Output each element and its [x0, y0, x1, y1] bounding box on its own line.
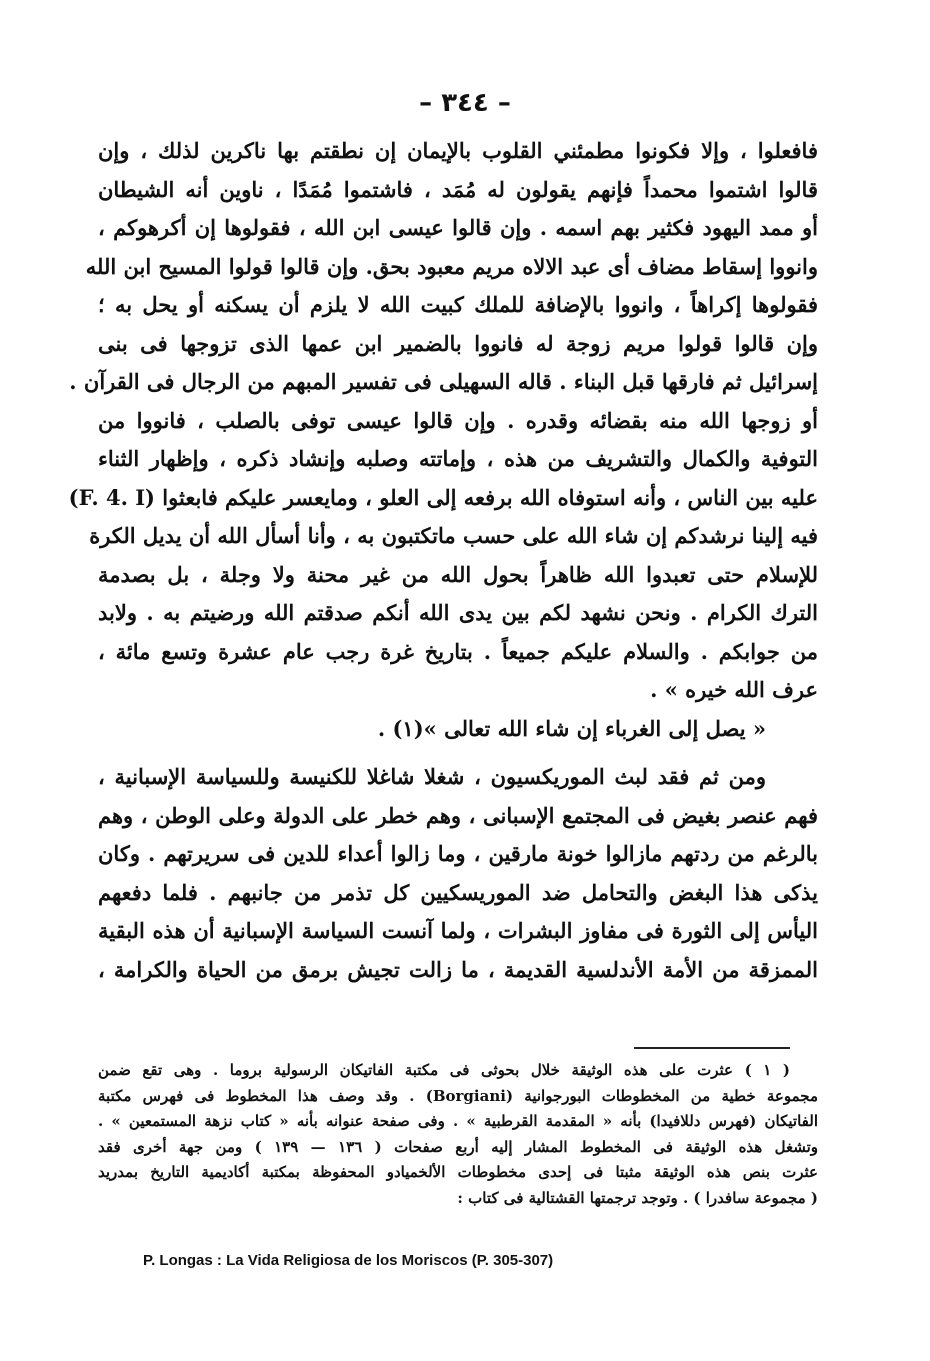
- text-line: أو زوجها الله منه بقضائه وقدره . وإن قالوا عيسى توفى بالصلب ، فانووا من: [98, 407, 818, 433]
- footnote-line: عثرت بنص هذه الوثيقة مثبتا فى إحدى مخطوطات الألخميادو المحفوظة بمكتبة أكاديمية التاريخ بمدريد: [98, 1163, 818, 1181]
- text-line: قالوا اشتموا محمداً فإنهم يقولون له مُمَد ، فاشتموا مُمَدًا ، ناوين أنه الشيطان: [98, 176, 818, 202]
- text-line: وانووا إسقاط مضاف أى عبد الالاه مريم معبود بحق. وإن قالوا قولوا المسيح ابن الله: [85, 253, 818, 279]
- text-line: فيه إلينا نرشدكم إن شاء الله على حسب ماتكتبون به ، وأنا أسأل الله أن يديل الكرة: [89, 523, 818, 548]
- text-line: يذكى هذا البغض والتحامل ضد الموريسكيين كل تذمر من جانبهم . فلما دفعهم: [98, 879, 818, 905]
- text-line: فافعلوا ، وإلا فكونوا مطمئني القلوب بالإيمان إن نطقتم بها ناكرين لذلك ، وإن: [98, 138, 818, 163]
- text-line: اليأس إلى الثورة فى مفاوز البشرات ، ولما آنست السياسة الإسبانية أن هذه البقية: [98, 918, 818, 943]
- text-line: أو ممد اليهود فكثير بهم اسمه . وإن قالوا عيسى ابن الله ، فقولوها إن أكرهوكم ،: [98, 215, 818, 240]
- main-text-block: [68, 132, 818, 989]
- text-line: للإسلام حتى تعبدوا الله ظاهراً بحول الله من غير محنة ولا وجلة ، بل بصدمة: [98, 561, 818, 587]
- footnote-line: ( مجموعة سافدرا ) . وتوجد ترجمتها القشتالية فى كتاب :: [457, 1188, 818, 1207]
- footnote-line: وتشغل هذه الوثيقة فى المخطوط المشار إليه أربع صفحات ( ١٣٦ — ١٣٩ ) ومن جهة أخرى فقد: [98, 1137, 818, 1156]
- footnote-line: الفاتيكان (فهرس دللافيدا) بأنه « المقدمة القرطبية » . وفى صفحة عنوانه بأنه « كتاب نزهة المستمعين » .: [98, 1112, 818, 1130]
- footnote-divider: [634, 1047, 790, 1049]
- text-line: عرف الله خيره » .: [650, 677, 818, 702]
- text-line: فهم عنصر بغيض فى المجتمع الإسبانى ، وهم خطر على الدولة وعلى الوطن ، وهم: [98, 802, 818, 828]
- text-line: التوفية والكمال والتشريف من هذه ، وإماتته وصلبه وإنشاد ذكره ، وإظهار الثناء: [98, 446, 818, 471]
- text-line: الممزقة من الأمة الأندلسية القديمة ، ما زالت تجيش برمق من الحياة والكرامة ،: [98, 956, 818, 982]
- footnote-line: مجموعة خطية من المخطوطات البورجوانية (Borgiani) . وقد وصف هذا المخطوط فى فهرس مكتبة: [98, 1086, 818, 1105]
- footnote-block: [98, 1058, 818, 1211]
- text-line: عليه بين الناس ، وأنه استوفاه الله برفعه إلى العلو ، ومايعسر عليكم فابعثوا (F. 4. I): [68, 484, 818, 510]
- text-line: بالرغم من ردتهم مازالوا خونة مارقين ، وما زالوا أعداء للدين فى سريرتهم . وكان: [98, 841, 818, 866]
- footnote-citation: P. Longas : La Vida Religiosa de los Moriscos (P. 305-307): [143, 1252, 554, 1269]
- text-line: فقولوها إكراهاً ، وانووا بالإضافة للملك كبيت الله لا يلزم أن يسكنه أو يحل به ؛: [98, 292, 818, 317]
- text-line: وإن قالوا قولوا مريم زوجة له فانووا بالضمير ابن عمها الذى تزوجها فى بنى: [98, 330, 818, 356]
- text-line: إسرائيل ثم فارقها قبل البناء . قاله السهيلى فى تفسير المبهم من الرجال فى القرآن .: [69, 369, 818, 394]
- text-line: ومن ثم فقد لبث الموريكسيون ، شغلا شاغلا للكنيسة وللسياسة الإسبانية ،: [98, 764, 766, 789]
- text-line: « يصل إلى الغرباء إن شاء الله تعالى »(١) .: [377, 715, 766, 741]
- text-line: الترك الكرام . ونحن نشهد لكم بين يدى الله أنكم صدقتم الله ورضيتم به . ولابد: [98, 600, 818, 625]
- page-number: – ٣٤٤ –: [419, 88, 511, 118]
- text-line: من جوابكم . والسلام عليكم جميعاً . بتاريخ غرة رجب عام عشرة وتسع مائة ،: [98, 638, 818, 664]
- footnote-line: ( ١ ) عثرت على هذه الوثيقة خلال بحوثى فى مكتبة الفاتيكان الرسولية بروما . وهى تقع ضمن: [98, 1061, 790, 1079]
